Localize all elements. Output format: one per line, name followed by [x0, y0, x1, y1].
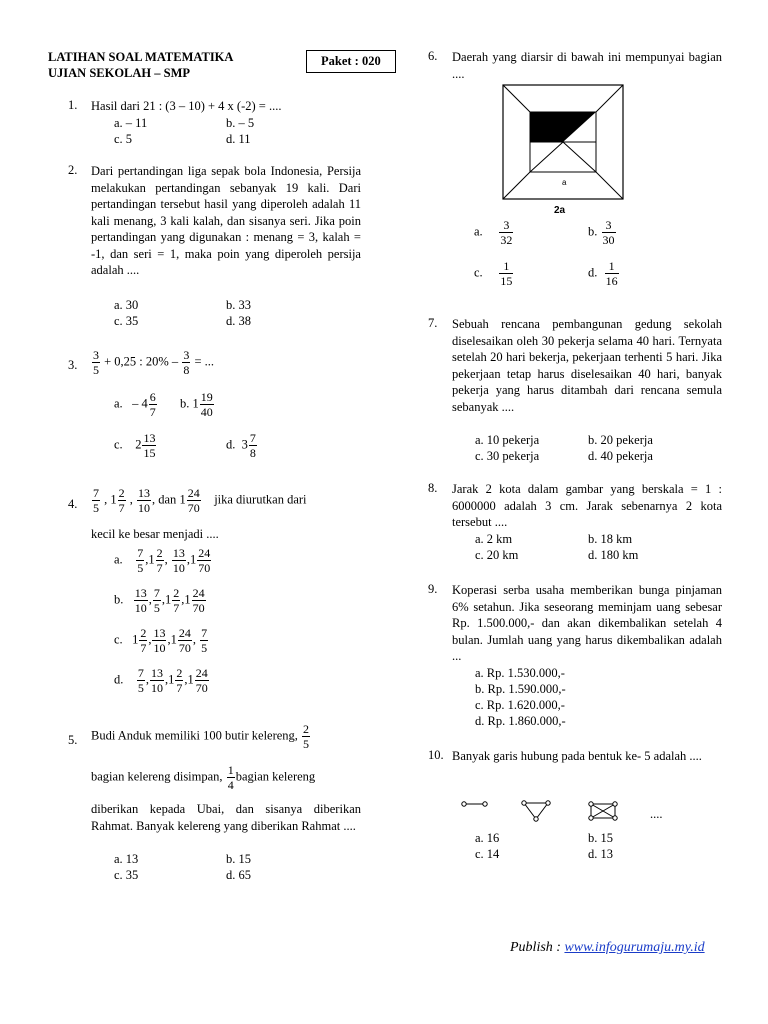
q3-option-d: d. 3 $\frac{7}{8}$ [226, 431, 256, 460]
q6-option-a: a. $\frac{3}{32}$ [474, 218, 513, 247]
paket-box: Paket : 020 [306, 50, 396, 73]
q1-option-b: b. – 5 [226, 116, 255, 130]
q8-text: Jarak 2 kota dalam gambar yang berskala = 1 : 6000000 adalah 3 cm. Jarak sebenarnya 2 kota tersebut .... [452, 482, 722, 529]
q3-expression: $\frac{3}{5}$ + 0,25 : 20% – $\frac{3}{8}$ = ... [93, 348, 214, 377]
q6-label-2a: 2a [554, 205, 566, 216]
title-line-2: UJIAN SEKOLAH – SMP [48, 66, 191, 80]
q1-option-a: a. – 11 [114, 116, 148, 130]
q9-option-b: b. Rp. 1.590.000,- [475, 682, 566, 696]
shape-1 [462, 802, 487, 806]
q6-option-d: d. $\frac{1}{16}$ [588, 259, 618, 288]
q6-figure [502, 84, 626, 216]
q8-option-b: b. 18 km [588, 532, 633, 546]
q7-number: 7. [428, 316, 438, 330]
q3-number: 3. [68, 358, 78, 372]
q8-option-c: c. 20 km [475, 548, 519, 562]
footer-link[interactable]: www.infogurumaju.my.id [564, 940, 705, 955]
q7-text: Sebuah rencana pembangunan gedung sekolah diselesaikan oleh 30 pekerja selama 40 hari. Ternyata setelah 20 hari bekerja, pekerjaan terhenti 5 hari. Jika pekerjaan tetap harus diselesaikan 40 hari, banyak pekerja yang harus ditambah dari rencana semula sebanyak .... [452, 317, 722, 414]
q5-number: 5. [68, 733, 78, 747]
q7-option-c: c. 30 pekerja [475, 449, 540, 463]
q4-line2: kecil ke besar menjadi .... [91, 527, 219, 541]
q10-option-d: d. 13 [588, 847, 613, 861]
q3-fraction-1: $\frac{3}{5}$ [93, 348, 99, 377]
q3-option-c: c. 2 $\frac{13}{15}$ [114, 431, 156, 460]
q5-option-b: b. 15 [226, 852, 251, 866]
q5-option-c: c. 35 [114, 868, 139, 882]
q1-text: Hasil dari 21 : (3 – 10) + 4 x (-2) = .... [91, 99, 282, 113]
q4-option-b: b. $\frac{13}{10}$ , $\frac{7}{5}$ ,1 $\frac{2}{7}$ ,1 $\frac{24}{70}$ [114, 586, 205, 615]
q6-label-a: a [562, 178, 567, 187]
q4-expression: $\frac{7}{5}$ , 1 $\frac{2}{7}$ , $\frac{13}{10}$ , dan 1 $\frac{24}{70}$ jika diurutkan dari [93, 486, 307, 515]
q5-line2: bagian kelereng disimpan, $\frac{1}{4}$ bagian kelereng [91, 763, 316, 792]
footer-label: Publish : [510, 940, 561, 955]
shape-2 [522, 801, 550, 821]
q9-option-c: c. Rp. 1.620.000,- [475, 698, 565, 712]
q10-text: Banyak garis hubung pada bentuk ke- 5 adalah .... [452, 749, 702, 763]
q5-line1: Budi Anduk memiliki 100 butir kelereng, $\frac{2}{5}$ [91, 722, 310, 751]
q4-option-d: d. $\frac{7}{5}$ , $\frac{13}{10}$ ,1 $\frac{2}{7}$ ,1 $\frac{24}{70}$ [114, 666, 208, 695]
q9-number: 9. [428, 582, 438, 596]
q5-option-d: d. 65 [226, 868, 251, 882]
q1-option-c: c. 5 [114, 132, 133, 146]
footer [510, 940, 705, 956]
q2-option-c: c. 35 [114, 314, 139, 328]
q3-option-a: a. – 4 $\frac{6}{7}$ [114, 390, 156, 419]
q1-number: 1. [68, 98, 78, 112]
q5-option-a: a. 13 [114, 852, 139, 866]
q1-option-d: d. 11 [226, 132, 251, 146]
q2-number: 2. [68, 163, 78, 177]
q4-option-c: c. 1 $\frac{2}{7}$ , $\frac{13}{10}$ ,1 $\frac{24}{70}$ , $\frac{7}{5}$ [114, 626, 208, 655]
q4-option-a: a. $\frac{7}{5}$ ,1 $\frac{2}{7}$ , $\frac{13}{10}$ ,1 $\frac{24}{70}$ [114, 546, 211, 575]
q9-option-a: a. Rp. 1.530.000,- [475, 666, 565, 680]
q6-option-b: b. $\frac{3}{30}$ [588, 218, 615, 247]
q7-option-a: a. 10 pekerja [475, 433, 540, 447]
shape-3 [589, 802, 617, 820]
q8-number: 8. [428, 481, 438, 495]
q6-text: Daerah yang diarsir di bawah ini mempunyai bagian .... [452, 50, 722, 81]
q8-option-d: d. 180 km [588, 548, 639, 562]
q6-option-c: c. $\frac{1}{15}$ [474, 259, 513, 288]
q3-option-b: b. 1 $\frac{19}{40}$ [180, 390, 213, 419]
q2-text: Dari pertandingan liga sepak bola Indonesia, Persija melakukan pertandingan sebanyak 19 kali. Dari pertandingan tersebut hasil yang diperoleh adalah 11 kali menang, 3 kali kalah, dan sisanya seri. Jika poin pertandingan yang digunakan : menang = 3, kalah = -1, dan seri = 1, maka poin yang diperoleh persija adalah .... [91, 164, 361, 277]
q10-option-a: a. 16 [475, 831, 500, 845]
q4-number: 4. [68, 497, 78, 511]
q10-option-b: b. 15 [588, 831, 613, 845]
q9-option-d: d. Rp. 1.860.000,- [475, 714, 566, 728]
q10-number: 10. [428, 748, 444, 762]
q10-ellipsis: .... [650, 807, 663, 821]
q6-number: 6. [428, 49, 438, 63]
q8-option-a: a. 2 km [475, 532, 513, 546]
q10-option-c: c. 14 [475, 847, 500, 861]
q7-option-b: b. 20 pekerja [588, 433, 653, 447]
q5-text: diberikan kepada Ubai, dan sisanya diberikan Rahmat. Banyak kelereng yang diberikan Rahmat .... [91, 802, 361, 833]
q9-text: Koperasi serba usaha memberikan bunga pinjaman 6% setahun. Jika seseorang meminjam uang sebesar Rp. 1.500.000,- dan akan dikembalikan setelah 4 bulan. Jumlah uang yang harus dikembalikan adalah ... [452, 583, 722, 663]
q2-option-b: b. 33 [226, 298, 251, 312]
q7-option-d: d. 40 pekerja [588, 449, 653, 463]
q2-option-a: a. 30 [114, 298, 139, 312]
q2-option-d: d. 38 [226, 314, 251, 328]
q3-fraction-2: $\frac{3}{8}$ [183, 348, 190, 377]
title-line-1: LATIHAN SOAL MATEMATIKA [48, 50, 234, 64]
q10-figure [458, 798, 658, 826]
